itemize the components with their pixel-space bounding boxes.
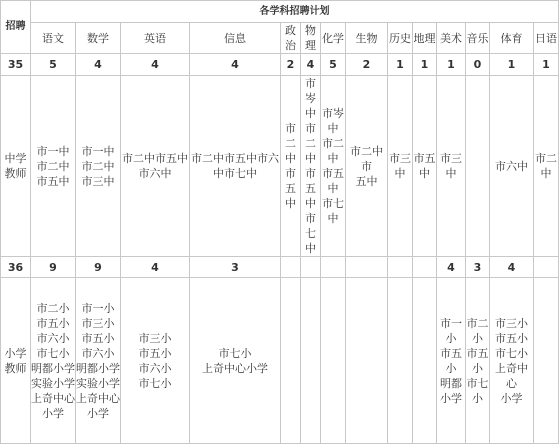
- middle-count: 1: [534, 54, 559, 76]
- primary-schools: [388, 278, 413, 444]
- primary-schools: [346, 278, 388, 444]
- subject-header: 历史: [388, 23, 413, 54]
- primary-schools: 市二小 市五小 市六小 市七小 明都小学 实验小学 上奇中心 小学: [31, 278, 76, 444]
- middle-count: 5: [321, 54, 346, 76]
- primary-count: 4: [121, 257, 190, 278]
- primary-teacher-label: 小学 教师: [1, 278, 31, 444]
- middle-count: 4: [301, 54, 321, 76]
- middle-count: 5: [31, 54, 76, 76]
- middle-count: 4: [76, 54, 121, 76]
- middle-schools: 市岑 中 市二 中 市五 中 市七 中: [321, 76, 346, 257]
- primary-count: 4: [437, 257, 466, 278]
- middle-teacher-label: 中学 教师: [1, 76, 31, 257]
- subject-header: 美术: [437, 23, 466, 54]
- primary-schools: 市一小 市三小 市五小 市六小 明都小学 实验小学 上奇中心 小学: [76, 278, 121, 444]
- primary-schools: [321, 278, 346, 444]
- subject-header: 日语: [534, 23, 559, 54]
- middle-total: 35: [1, 54, 31, 76]
- primary-schools: [281, 278, 301, 444]
- corner-label: 招聘: [1, 1, 31, 54]
- middle-schools: 市一中 市二中 市三中: [76, 76, 121, 257]
- middle-count: 2: [346, 54, 388, 76]
- subject-header: 英语: [121, 23, 190, 54]
- primary-count: 4: [490, 257, 534, 278]
- middle-schools: 市二中市五中市六 中市七中: [190, 76, 281, 257]
- primary-schools: [413, 278, 437, 444]
- primary-count: [388, 257, 413, 278]
- middle-schools: [466, 76, 490, 257]
- middle-schools: 市二 中: [534, 76, 559, 257]
- middle-count: 4: [190, 54, 281, 76]
- subject-header: 信息: [190, 23, 281, 54]
- middle-schools: 市一中 市二中 市五中: [31, 76, 76, 257]
- subject-header: 语文: [31, 23, 76, 54]
- primary-schools: 市一 小 市五 小 明都 小学: [437, 278, 466, 444]
- middle-schools: 市三 中: [388, 76, 413, 257]
- subject-header: 数学: [76, 23, 121, 54]
- primary-schools: 市二 小 市五 小 市七 小: [466, 278, 490, 444]
- primary-schools: 市三小 市五小 市六小 市七小: [121, 278, 190, 444]
- middle-schools: 市岑 中 市二 中 市五 中 市七 中: [301, 76, 321, 257]
- primary-total: 36: [1, 257, 31, 278]
- middle-count: 1: [437, 54, 466, 76]
- middle-schools: 市二 中 市五 中: [281, 76, 301, 257]
- middle-count: 1: [490, 54, 534, 76]
- subject-header: 物理: [301, 23, 321, 54]
- primary-count: [413, 257, 437, 278]
- primary-count: [321, 257, 346, 278]
- middle-schools: 市二中市 五中: [346, 76, 388, 257]
- primary-schools: 市三小 市五小 市七小 上奇中心 小学: [490, 278, 534, 444]
- subject-header: 体育: [490, 23, 534, 54]
- subject-header: 地理: [413, 23, 437, 54]
- middle-count: 1: [413, 54, 437, 76]
- middle-count: 1: [388, 54, 413, 76]
- primary-schools: [534, 278, 559, 444]
- middle-schools: 市二中市五中 市六中: [121, 76, 190, 257]
- subject-header: 生物: [346, 23, 388, 54]
- subject-header: 政治: [281, 23, 301, 54]
- middle-schools: 市三 中: [437, 76, 466, 257]
- middle-count: 0: [466, 54, 490, 76]
- primary-count: 9: [31, 257, 76, 278]
- middle-count: 4: [121, 54, 190, 76]
- primary-count: [281, 257, 301, 278]
- primary-count: 3: [190, 257, 281, 278]
- primary-count: [534, 257, 559, 278]
- subject-header: 音乐: [466, 23, 490, 54]
- primary-schools: [301, 278, 321, 444]
- middle-schools: 市六中: [490, 76, 534, 257]
- subject-header: 化学: [321, 23, 346, 54]
- primary-count: 3: [466, 257, 490, 278]
- primary-count: [346, 257, 388, 278]
- primary-count: 9: [76, 257, 121, 278]
- middle-schools: 市五 中: [413, 76, 437, 257]
- primary-schools: 市七小 上奇中心小学: [190, 278, 281, 444]
- primary-count: [301, 257, 321, 278]
- middle-count: 2: [281, 54, 301, 76]
- table-title: 各学科招聘计划: [31, 1, 559, 23]
